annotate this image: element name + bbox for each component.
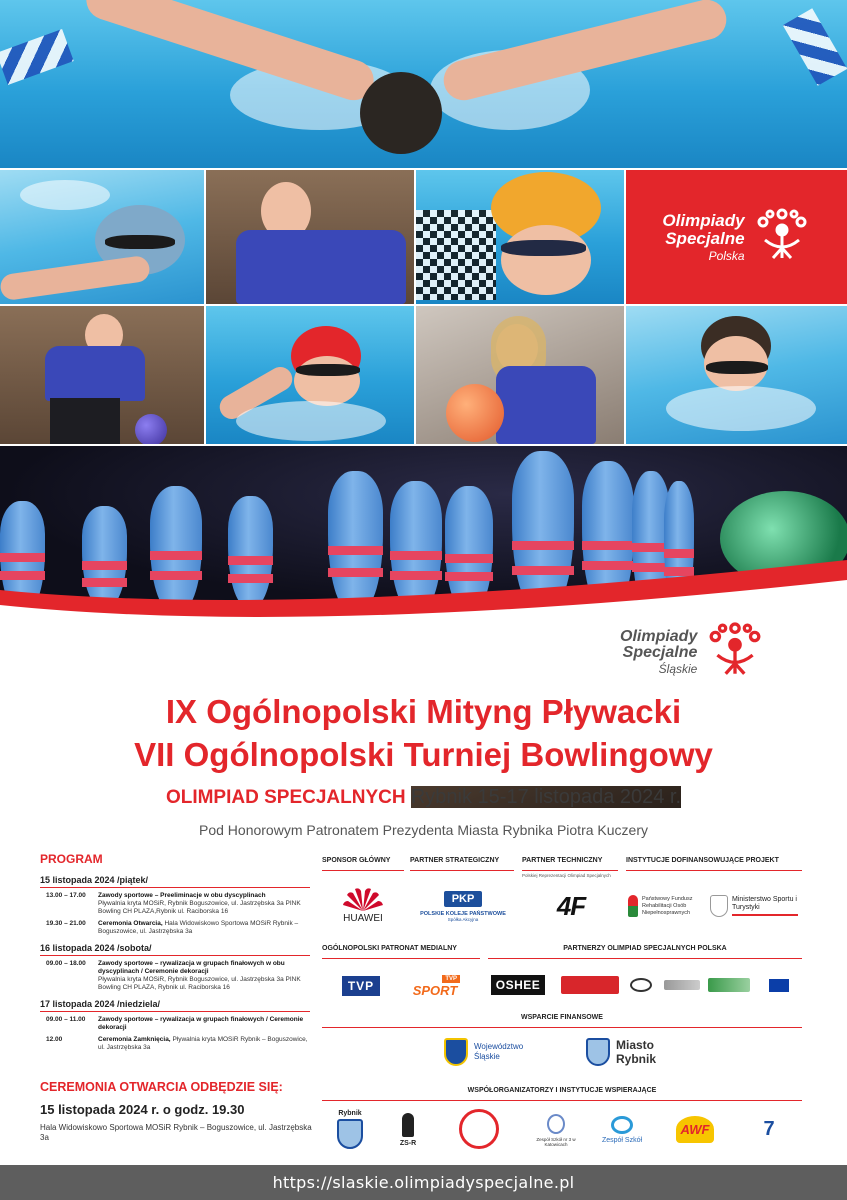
item-title: Zawody sportowe – rywalizacja w grupach finałowych / Ceremonie dekoracji xyxy=(98,1016,304,1031)
item-time: 13.00 – 17.00 xyxy=(46,892,86,899)
patronage: Pod Honorowym Patronatem Prezydenta Miasta Rybnika Piotra Kuczery xyxy=(199,822,648,838)
program-day-2 xyxy=(40,943,310,992)
logo-partner-small-1 xyxy=(662,976,702,994)
brand-line1: Olimpiady xyxy=(662,210,745,230)
footer-url-link[interactable]: https://slaskie.olimpiadyspecjalne.pl xyxy=(272,1173,575,1192)
header-financial: WSPARCIE FINANSOWE xyxy=(322,1014,802,1028)
program-item xyxy=(40,892,310,916)
zespol3-head-icon xyxy=(547,1114,565,1134)
logo-tvp-sport xyxy=(402,970,468,1002)
special-olympics-red-icon xyxy=(705,622,765,682)
rybnik-city-shield-icon xyxy=(337,1119,363,1149)
logo-huawei xyxy=(328,882,398,928)
tvp-sport-label: SPORT xyxy=(412,982,458,998)
title-subline xyxy=(0,786,847,809)
ceremony-where: Hala Widowiskowo Sportowa MOSiR Rybnik – Boguszowice, ul. Jastrzębska 3a xyxy=(40,1123,312,1142)
photo-butterfly-swimmer xyxy=(0,0,847,168)
logo-pkp xyxy=(418,884,508,928)
logo-4f xyxy=(536,886,606,926)
item-title: Zawody sportowe – Preeliminacje w obu dyscyplinach xyxy=(98,892,266,899)
pkp-label: PKP xyxy=(444,891,483,907)
header-media: OGÓLNOPOLSKI PATRONAT MEDIALNY xyxy=(322,945,480,959)
zsr-figure-icon xyxy=(402,1113,414,1137)
photo-bowler-man xyxy=(206,170,414,304)
brand-text xyxy=(662,212,744,262)
logo-zsr xyxy=(388,1106,428,1154)
logo-eu xyxy=(756,974,802,996)
logo-awf xyxy=(670,1106,720,1152)
logo-school-7 xyxy=(744,1106,794,1152)
photo-bowler-throw xyxy=(0,306,204,444)
photo-swimmer-breath xyxy=(0,170,204,304)
awf-label: AWF xyxy=(676,1116,715,1143)
item-title: Ceremonia Zamknięcia, xyxy=(98,1036,171,1043)
fourf-label: 4F xyxy=(556,890,586,921)
item-time: 09.00 – 11.00 xyxy=(46,1016,86,1023)
zsr-label: ZS-R xyxy=(399,1140,417,1147)
day-date: 16 listopada 2024 /sobota/ xyxy=(40,943,310,956)
logo-slaskie-line3: Śląskie xyxy=(658,662,698,676)
huawei-label: HUAWEI xyxy=(343,912,383,924)
logo-round-red xyxy=(456,1106,502,1152)
red-badge-shape xyxy=(561,976,619,994)
logo-olimpiady-slaskie xyxy=(620,620,820,684)
item-text: Pływalnia kryta MOSiR Rybnik – Boguszowice, ul. Jastrzębska 3a xyxy=(98,1036,308,1051)
header-coorganizers: WSPÓŁORGANIZATORZY I INSTYTUCJE WSPIERAJĄCE xyxy=(322,1087,802,1101)
eagle-icon xyxy=(710,895,728,917)
partner-small-green-shape xyxy=(708,978,750,992)
eu-flag-icon xyxy=(769,979,789,992)
program-day-3 xyxy=(40,999,310,1052)
logo-partner-small-2 xyxy=(706,974,752,996)
miasto-label: Miasto Rybnik xyxy=(616,1038,657,1066)
huawei-flower-icon xyxy=(343,887,383,911)
item-text: Pływalnia kryta MOSiR, Rybnik Boguszowice, ul. Jastrzębska 3a PINK Bowling CH PLAZA, Rybnik ul. Raciborska 16 xyxy=(98,976,301,991)
zespol3-label: Zespół Szkół nr 3 w Katowicach xyxy=(536,1136,576,1147)
wojewodztwo-shield-icon xyxy=(444,1038,468,1066)
logo-tvp xyxy=(336,974,386,998)
header-sponsor: SPONSOR GŁÓWNY xyxy=(322,857,404,871)
program-item xyxy=(40,960,310,992)
header-technical: PARTNER TECHNICZNY xyxy=(522,857,618,871)
program-heading: PROGRAM xyxy=(40,852,103,866)
pkp-sub2: Spółka Akcyjna xyxy=(447,916,479,922)
logo-wojewodztwo xyxy=(444,1034,554,1070)
round-red-emblem-icon xyxy=(459,1109,499,1149)
footer xyxy=(0,1165,847,1200)
rybnik-city-label: Rybnik xyxy=(338,1109,362,1117)
school-7-icon: 7 xyxy=(763,1117,775,1140)
oshee-label: OSHEE xyxy=(491,975,546,995)
header-cofinancing: INSTYTUCJE DOFINANSOWUJĄCE PROJEKT xyxy=(626,857,802,871)
item-time: 12.00 xyxy=(46,1036,63,1043)
logo-rybnik-city xyxy=(330,1104,370,1154)
special-olympics-icon xyxy=(753,208,811,266)
brand-line2: Specjalne xyxy=(665,228,745,248)
title-place-date: Rybnik 15-17 listopada 2024 r. xyxy=(410,786,682,808)
photo-swimmer-yellow-cap xyxy=(416,170,624,304)
item-time: 19.30 – 21.00 xyxy=(46,920,86,927)
day-date: 15 listopada 2024 /piątek/ xyxy=(40,875,310,888)
logo-oshee xyxy=(486,974,550,996)
ministerstwo-label: Ministerstwo Sportu i Turystyki xyxy=(732,896,798,916)
logo-miasto-rybnik xyxy=(586,1034,696,1070)
wojewodztwo-label: Województwo Śląskie xyxy=(474,1042,524,1061)
item-title: Zawody sportowe – rywalizacja w grupach finałowych w obu dyscyplinach / Ceremonie dekoracji xyxy=(98,960,285,975)
photo-bowler-girl xyxy=(416,306,624,444)
day-date: 17 listopada 2024 /niedziela/ xyxy=(40,999,310,1012)
ceremony-when: 15 listopada 2024 r. o godz. 19.30 xyxy=(40,1102,245,1117)
ceremony-heading: CEREMONIA OTWARCIA ODBĘDZIE SIĘ: xyxy=(40,1080,283,1094)
item-text: Hala Widowiskowo Sportowa MOSiR Rybnik – Boguszowice, ul. Jastrzębska 3a xyxy=(98,920,299,935)
rybnik-shield-icon xyxy=(586,1038,610,1066)
zespol-heart-icon xyxy=(611,1116,633,1134)
partner-small-shape xyxy=(664,980,700,990)
tvp-label: TVP xyxy=(342,976,380,996)
logo-red-badge xyxy=(558,974,622,996)
item-title: Ceremonia Otwarcia, xyxy=(98,920,163,927)
program xyxy=(40,852,310,1059)
title-olimpiad: OLIMPIAD SPECJALNYCH xyxy=(165,787,406,808)
pfron-label: Państwowy Fundusz Rehabilitacji Osób Niepełnosprawnych xyxy=(642,895,693,916)
logo-toyota xyxy=(626,974,656,996)
photo-swimmer-red-cap xyxy=(206,306,414,444)
header-partners: PARTNERZY OLIMPIAD SPECJALNYCH POLSKA xyxy=(488,945,802,959)
title-swimming: IX Ogólnopolski Mityng Pływacki xyxy=(165,693,682,730)
logo-slaskie-line1: Olimpiady xyxy=(620,628,698,645)
logo-zespol3 xyxy=(530,1106,582,1154)
logo-ministerstwo xyxy=(710,886,802,926)
zespol-label: Zespół Szkół xyxy=(601,1137,643,1144)
brand-tile xyxy=(626,170,847,304)
pkp-sub: POLSKIE KOLEJE PAŃSTWOWE xyxy=(420,910,506,917)
program-item xyxy=(40,1036,310,1052)
photo-swimmer-goggles xyxy=(626,306,847,444)
header-technical-sub: Polskiej Reprezentacji Olimpiad Specjalnych xyxy=(522,873,611,878)
title-bowling: VII Ogólnopolski Turniej Bowlingowy xyxy=(134,736,713,773)
program-item xyxy=(40,1016,310,1032)
program-item xyxy=(40,920,310,936)
pfron-icon xyxy=(628,895,638,917)
tvp-sport-badge: TVP xyxy=(442,975,460,983)
item-text: Pływalnia kryta MOSiR, Rybnik Boguszowice, ul. Jastrzębska 3a PINK Bowling CH PLAZA,Rybnik ul. Raciborska 16 xyxy=(98,900,301,915)
header-strategic: PARTNER STRATEGICZNY xyxy=(410,857,514,871)
toyota-icon xyxy=(630,978,652,992)
logo-slaskie-line2: Specjalne xyxy=(622,644,698,661)
logo-zespol xyxy=(594,1106,650,1154)
logo-pfron xyxy=(628,886,704,926)
ceremony-info xyxy=(40,1080,320,1143)
item-time: 09.00 – 18.00 xyxy=(46,960,86,967)
program-day-1 xyxy=(40,875,310,936)
brand-line3: Polska xyxy=(708,248,745,263)
